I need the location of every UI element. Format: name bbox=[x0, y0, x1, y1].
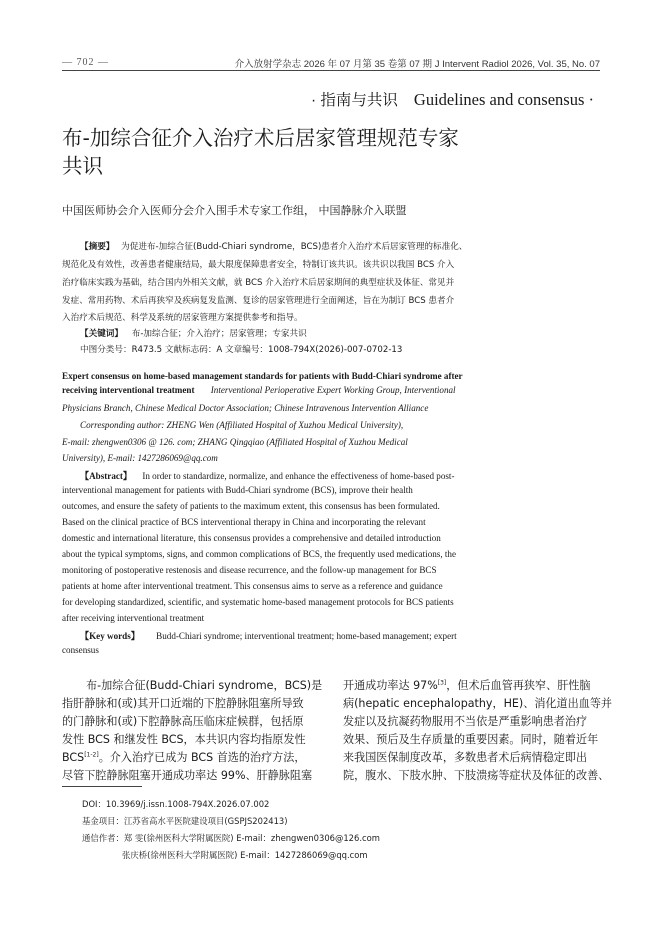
body-right-line: 发症以及抗凝药物服用不当依是严重影响患者治疗 bbox=[343, 715, 588, 728]
zh-keywords bbox=[62, 327, 602, 339]
body-right-line: 来我国医保制度改革，多数患者术后病情稳定即出 bbox=[343, 751, 588, 764]
section-tag-en: Guidelines and consensus · bbox=[413, 90, 594, 109]
zh-keywords-text: 布-加综合征；介入治疗；居家管理；专家共识 bbox=[131, 329, 307, 339]
en-abstract-line: patients at home after interventional treatment. This consensus aims to serve as a reference and guidance bbox=[62, 581, 443, 591]
en-abstract-label: 【Abstract】 bbox=[80, 471, 133, 481]
footnote-correspondence: 通信作者：郑 雯(徐州医科大学附属医院) E-mail：zhengwen0306@126.com bbox=[82, 833, 380, 843]
body-left-bcs: BCS bbox=[62, 751, 85, 764]
body-left-line: BCS[1-2]。介入治疗已成为 BCS 首选的治疗方法， bbox=[62, 751, 306, 764]
corresponding-author-line: University), E-mail: 1427286069@qq.com bbox=[62, 453, 218, 463]
title-line-2: 共识 bbox=[62, 154, 103, 178]
footnote-doi: DOI：10.3969/j.issn.1008-794X.2026.07.002 bbox=[82, 799, 270, 809]
zh-keywords-label: 【关键词】 bbox=[80, 329, 123, 339]
footnote-correspondence-2: 张庆桥(徐州医科大学附属医院) E-mail：1427286069@qq.com bbox=[122, 850, 368, 860]
zh-abstract-line: 发症、常用药物、术后再狭窄及疾病复发监测、复诊的居家管理进行全面阐述，旨在为制订 BCS 患者介 bbox=[62, 296, 455, 306]
body-left-line: 布-加综合征(Budd-Chiari syndrome，BCS)是 bbox=[86, 679, 323, 692]
footnote-funding: 基金项目：江苏省高水平医院建设项目(GSPJS202413) bbox=[82, 816, 288, 826]
en-keywords-label: 【Key words】 bbox=[80, 631, 140, 641]
body-right-line: 病(hepatic encephalopathy，HE)、消化道出血等并 bbox=[343, 697, 613, 710]
section-tag bbox=[311, 88, 600, 110]
zh-abstract-line: 治疗临床实践为基础，结合国内外相关文献，就 BCS 介入治疗术后居家期间的典型症状及体征、常见并 bbox=[62, 278, 455, 288]
en-authors-line: Physicians Branch, Chinese Medical Doctor Association; Chinese Intravenous Intervention Alliance bbox=[62, 403, 429, 413]
article-title bbox=[62, 124, 522, 180]
en-title-authors-line bbox=[62, 385, 602, 395]
en-authors: Interventional Perioperative Expert Working Group, Interventional bbox=[210, 385, 456, 395]
body-left-line: 发性 BCS 和继发性 BCS，本共识内容均指原发性 bbox=[62, 733, 306, 746]
en-abstract-line: after receiving interventional treatment bbox=[62, 613, 205, 623]
zh-abstract-label: 【摘要】 bbox=[80, 242, 115, 252]
journal-header: 介入放射学杂志 2026 年 07 月第 35 卷第 07 期 J Intervent Radiol 2026, Vol. 35, No. 07 bbox=[234, 59, 600, 70]
en-abstract-line: monitoring of postoperative restenosis and disease recurrence, and the follow-up management for BCS bbox=[62, 565, 437, 575]
citation-ref: [3] bbox=[437, 679, 447, 687]
footnote-rule bbox=[62, 786, 142, 787]
corresponding-author: Corresponding author: ZHENG Wen (Affiliated Hospital of Xuzhou Medical University), bbox=[80, 420, 404, 430]
body-right-line: 开通成功率达 97%[3]，但术后血管再狭窄、肝性脑 bbox=[343, 679, 591, 692]
en-abstract-line: interventional management for patients with Budd-Chiari syndrome (BCS), improve their health bbox=[62, 485, 413, 495]
section-tag-zh: · 指南与共识 bbox=[310, 92, 398, 109]
zh-abstract-line: 入治疗术后规范、科学及系统的居家管理方案提供参考和指导。 bbox=[62, 313, 303, 323]
en-keywords bbox=[62, 629, 602, 642]
en-abstract-line: outcomes, and ensure the safety of patients to the maximum extent, this consensus has been formulated. bbox=[62, 501, 440, 511]
body-right-line: 效果、预后及生存质量的重要因素。同时，随着近年 bbox=[343, 733, 599, 746]
body-left-line: 的门静脉和(或)下腔静脉高压临床症候群，包括原 bbox=[62, 715, 304, 728]
en-abstract-line: Based on the clinical practice of BCS interventional therapy in China and incorporating the relevant bbox=[62, 517, 426, 527]
en-abstract-line: for developing standardized, scientific, and systematic home-based management protocols for BCS patients bbox=[62, 597, 454, 607]
body-left-line: 尽管下腔静脉阻塞开通成功率达 99%、肝静脉阻塞 bbox=[62, 769, 313, 782]
corresponding-author-line: E-mail: zhengwen0306 @ 126. com; ZHANG Qingqiao (Affiliated Hospital of Xuzhou Medical bbox=[62, 437, 408, 447]
body-right-line: 院，腹水、下肢水肿、下肢溃疡等症状及体征的改善、 bbox=[343, 769, 610, 782]
zh-abstract-line: 规范化及有效性，改善患者健康结局，最大限度保障患者安全，特制订该共识。该共识以我国 BCS 介入 bbox=[62, 260, 455, 270]
en-abstract-line: domestic and international literature, this consensus provides a comprehensive and detailed introduction bbox=[62, 533, 441, 543]
en-abstract-line: about the typical symptoms, signs, and common complications of BCS, the frequently used medications, the bbox=[62, 549, 457, 559]
en-title-line: Expert consensus on home-based management standards for patients with Budd-Chiari syndrome after bbox=[62, 371, 463, 381]
en-title-line-2: receiving interventional treatment bbox=[62, 385, 195, 395]
zh-abstract-text: 为促进布-加综合征(Budd-Chiari syndrome，BCS)患者介入治疗术后居家管理的标准化、 bbox=[121, 242, 468, 252]
citation-ref: [1-2] bbox=[84, 751, 99, 759]
en-keywords-line: consensus bbox=[62, 645, 99, 655]
page-number: — 702 — bbox=[62, 57, 109, 68]
classification-line: 中图分类号：R473.5 文献标志码：A 文章编号：1008-794X(2026)-007-0702-13 bbox=[80, 345, 403, 355]
header-rule bbox=[62, 70, 600, 71]
author-groups: 中国医师协会介入医师分会介入围手术专家工作组， 中国静脉介入联盟 bbox=[62, 204, 407, 217]
en-abstract-first-line: 【Abstract】 In order to standardize, normalize, and enhance the effectiveness of home-based post- bbox=[80, 471, 455, 481]
en-keywords-text: Budd-Chiari syndrome; interventional treatment; home-based management; expert bbox=[156, 631, 457, 641]
body-left-line: 指肝静脉和(或)其开口近端的下腔静脉阻塞所导致 bbox=[62, 697, 304, 710]
zh-abstract-line bbox=[62, 240, 602, 252]
title-line-1: 布-加综合征介入治疗术后居家管理规范专家 bbox=[62, 126, 459, 150]
